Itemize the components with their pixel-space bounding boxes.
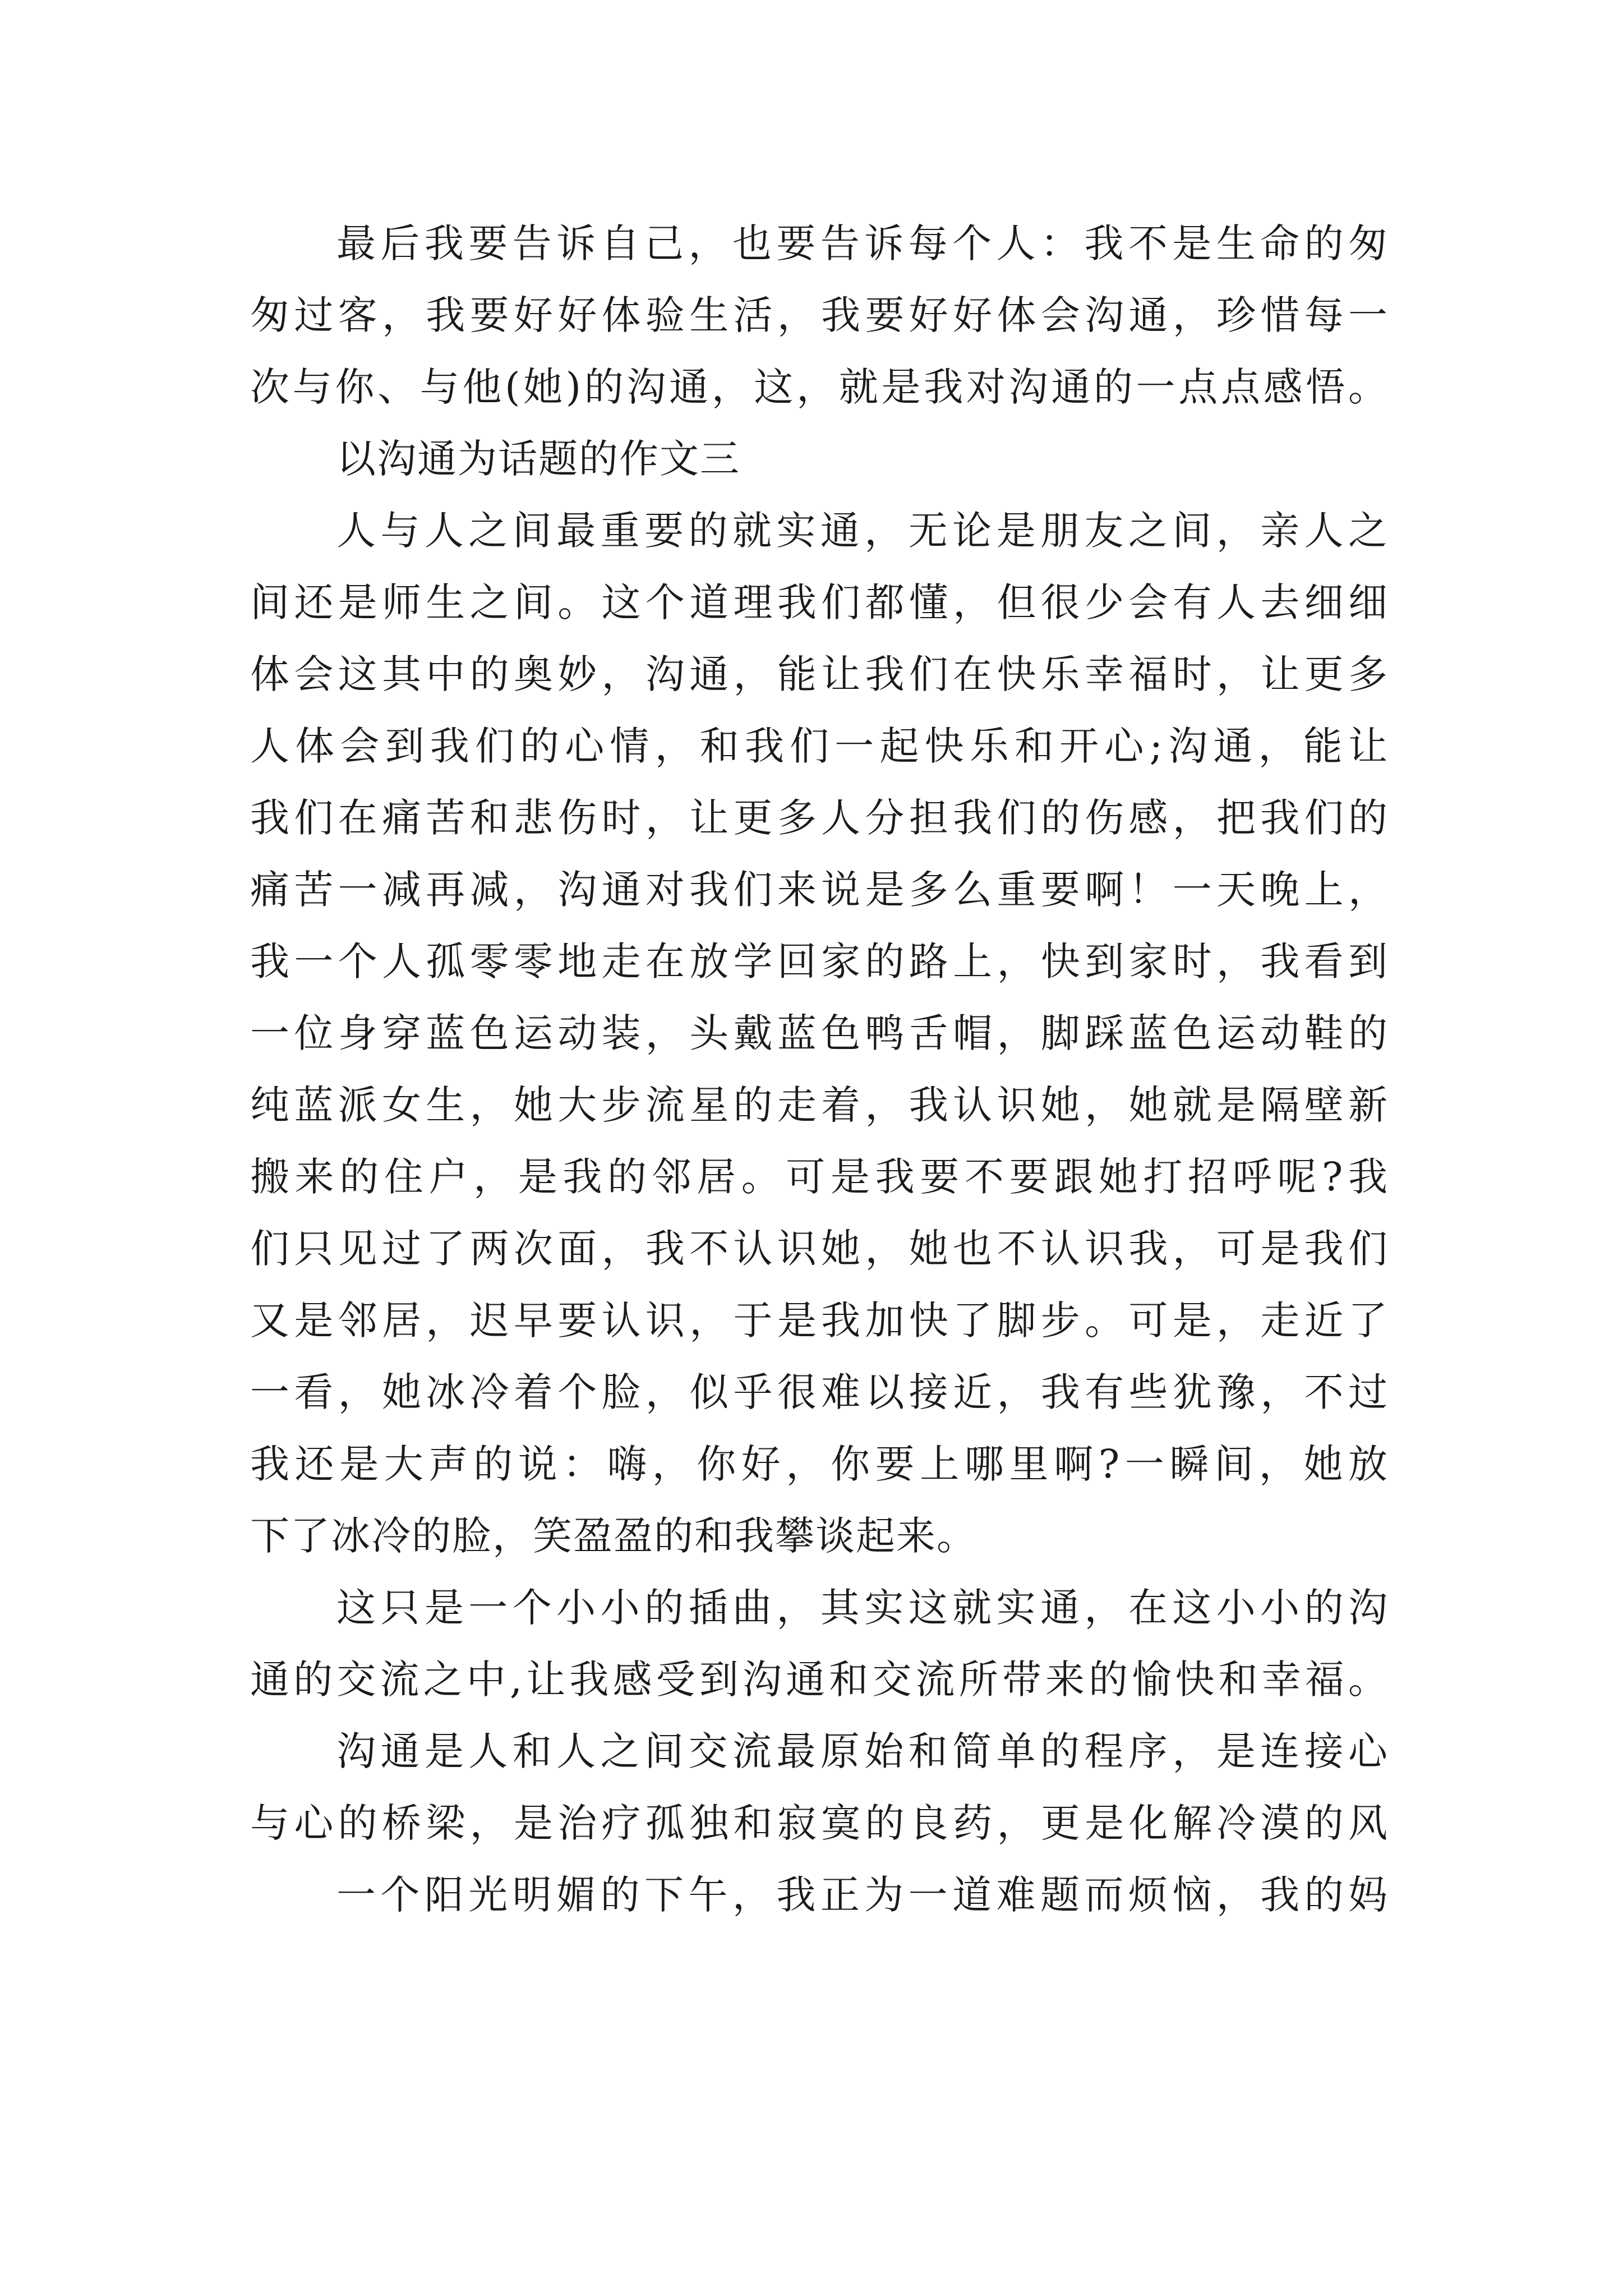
paragraph-line: 人体会到我们的心情，和我们一起快乐和开心;沟通，能让: [250, 723, 1389, 769]
paragraph-line: 纯蓝派女生，她大步流星的走着，我认识她，她就是隔壁新: [250, 1082, 1389, 1128]
section-heading: 以沟通为话题的作文三: [336, 436, 740, 482]
paragraph-line: 又是邻居，迟早要认识，于是我加快了脚步。可是，走近了: [250, 1297, 1389, 1343]
paragraph-line: 们只见过了两次面，我不认识她，她也不认识我，可是我们: [250, 1226, 1389, 1272]
paragraph-line: 通的交流之中,让我感受到沟通和交流所带来的愉快和幸福。: [250, 1657, 1389, 1703]
paragraph-line: 我一个人孤零零地走在放学回家的路上，快到家时，我看到: [250, 938, 1389, 984]
paragraph-line: 最后我要告诉自己，也要告诉每个人：我不是生命的匆: [336, 220, 1389, 266]
paragraph-line: 与心的桥梁，是治疗孤独和寂寞的良药，更是化解冷漠的风: [250, 1800, 1389, 1846]
paragraph-line: 沟通是人和人之间交流最原始和简单的程序，是连接心: [336, 1728, 1389, 1774]
paragraph-line: 我们在痛苦和悲伤时，让更多人分担我们的伤感，把我们的: [250, 795, 1389, 841]
paragraph-line: 搬来的住户，是我的邻居。可是我要不要跟她打招呼呢?我: [250, 1154, 1389, 1200]
paragraph-line: 这只是一个小小的插曲，其实这就实通，在这小小的沟: [336, 1585, 1389, 1631]
paragraph-line: 一看，她冰冷着个脸，似乎很难以接近，我有些犹豫，不过: [250, 1369, 1389, 1415]
paragraph-line: 我还是大声的说：嗨，你好，你要上哪里啊?一瞬间，她放: [250, 1441, 1389, 1487]
paragraph-line: 一位身穿蓝色运动装，头戴蓝色鸭舌帽，脚踩蓝色运动鞋的: [250, 1010, 1389, 1056]
paragraph-line: 一个阳光明媚的下午，我正为一道难题而烦恼，我的妈: [336, 1872, 1389, 1918]
paragraph-line: 体会这其中的奥妙，沟通，能让我们在快乐幸福时，让更多: [250, 651, 1389, 697]
paragraph-line: 匆过客，我要好好体验生活，我要好好体会沟通，珍惜每一: [250, 292, 1389, 338]
paragraph-line: 下了冰冷的脸，笑盈盈的和我攀谈起来。: [250, 1513, 977, 1559]
paragraph-line: 次与你、与他(她)的沟通，这，就是我对沟通的一点点感悟。: [250, 364, 1389, 410]
paragraph-line: 痛苦一减再减，沟通对我们来说是多么重要啊！一天晚上，: [250, 867, 1389, 913]
paragraph-line: 人与人之间最重要的就实通，无论是朋友之间，亲人之: [336, 508, 1389, 554]
paragraph-line: 间还是师生之间。这个道理我们都懂，但很少会有人去细细: [250, 579, 1389, 625]
